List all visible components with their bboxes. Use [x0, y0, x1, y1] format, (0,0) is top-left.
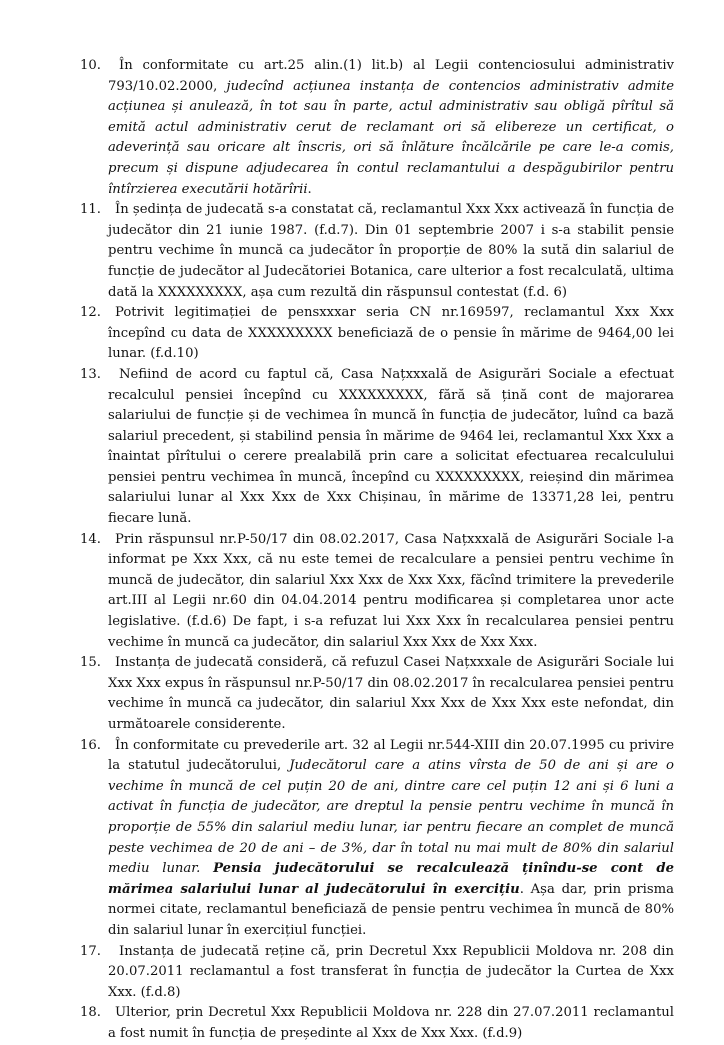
paragraph-15 [0, 653, 724, 735]
paragraph-13 [0, 365, 724, 530]
paragraph-text: În conformitate cu art.25 alin.(1) lit.b) al Legii contenciosului administrativ 793/10.02.2000, [108, 58, 674, 94]
paragraph-text: În conformitate cu prevederile art. 32 al Legii nr.544-XIII din 20.07.1995 cu privire la statutul judecătorului, [108, 737, 674, 774]
paragraph-number: 17. [80, 943, 101, 959]
paragraph-number: 18. [80, 1005, 101, 1021]
paragraph-number: 11. [80, 202, 101, 218]
paragraph-italic-quote: judecînd acțiunea instanța de contencios administrativ admite acțiunea și anulează, în tot sau în parte, actul administrativ sau obligă pîrîtul să emită actul administrativ cerut de reclamant ori să elibereze un certificat, o adeverință sau oricare alt înscris, ori să înlăture încălcările pe care le-a comis, precum și dispune adjudecarea în contul reclamantului a despăgubirilor pentru întîrzierea executării hotărîrii [108, 78, 674, 197]
paragraph-number: 16. [80, 737, 101, 753]
top-margin [0, 0, 724, 56]
paragraph-text: Instanța de judecată reține că, prin Decretul Xxx Republicii Moldova nr. 208 din 20.07.2011 reclamantul a fost transferat în funcția de judecător la Curtea de Xxx Xxx. (f.d.8) [108, 943, 674, 1000]
paragraph-12 [0, 303, 724, 365]
paragraph-number: 15. [80, 655, 101, 671]
paragraph-bold-italic-quote: Pensia judecătorului se recalculează ținîndu-se cont de mărimea salariului lunar al judecătorului în exercițiu [108, 861, 674, 897]
paragraph-text: Nefiind de acord cu faptul că, Casa Națxxxală de Asigurări Sociale a efectuat recalculul pensiei începînd cu XXXXXXXXX, fără să țină cont de majorarea salariului de funcție și de vechimea în muncă în funcția de judecător, luînd ca bază salariul precedent, și stabilind pensia în mărime de 9464 lei, reclamantul Xxx Xxx a înaintat pîrîtului o cerere prealabilă prin care a solicitat efectuarea recalculului pensiei pentru vechimea în muncă, începînd cu XXXXXXXXX, reieșind din mărimea salariului lunar al Xxx Xxx de Xxx Chișinau, în mărime de 13371,28 lei, pentru fiecare lună. [108, 366, 674, 527]
paragraph-10: 10. În conformitate cu art.25 alin.(1) lit.b) al Legii contenciosului administrativ 793/10.02.2000, judecînd acțiunea instanța de contencios administrativ admite acțiunea și anulează, în tot sau în parte, actul administrativ sau obligă pîrîtul să emită actul administrativ cerut de reclamant ori să elibereze un certificat, o adeverință sau oricare alt înscris, ori să înlăture încălcările pe care le-a comis, precum și dispune adjudecarea în contul reclamantului a despăgubirilor pentru întîrzierea executării hotărîrii. [80, 58, 674, 197]
paragraph-number: 14. [80, 531, 101, 547]
paragraph-text: Instanța de judecată consideră, că refuzul Casei Națxxxale de Asigurări Sociale lui Xxx Xxx expus în răspunsul nr.P-50/17 din 08.02.2017 în recalcularea pensiei pentru vechime în muncă ca judecător, din salariul Xxx Xxx de Xxx Xxx este nefondat, din următoarele considerente. [108, 655, 674, 732]
paragraph-number: 12. [80, 305, 101, 321]
paragraph-text: Prin răspunsul nr.P-50/17 din 08.02.2017, Casa Națxxxală de Asigurări Sociale l-a informat pe Xxx Xxx, că nu este temei de recalculare a pensiei pentru vechime în muncă de judecător, din salariul Xxx Xxx de Xxx Xxx, făcînd trimitere la prevederile art.III al Legii nr.60 din 04.04.2014 pentru modificarea și completarea unor acte legislative. (f.d.6) De fapt, i s-a refuzat lui Xxx Xxx în recalcularea pensiei pentru vechime în muncă ca judecător, din salariul Xxx Xxx de Xxx Xxx. [108, 531, 674, 650]
paragraph-text: În ședința de judecată s-a constatat că, reclamantul Xxx Xxx activează în funcția de judecător din 21 iunie 1987. (f.d.7). Din 01 septembrie 2007 i s-a stabilit pensie pentru vechime în muncă ca judecător în proporție de 80% la sută din salariul de funcție de judecător al Judecătoriei Botanica, care ulterior a fost recalculată, ultima dată la XXXXXXXXX, așa cum rezultă din răspunsul contestat (f.d. 6) [108, 202, 674, 300]
paragraph-11 [0, 200, 724, 303]
paragraph-text: Potrivit legitimației de pensxxxar seria CN nr.169597, reclamantul Xxx Xxx începînd cu data de XXXXXXXXX beneficiază de o pensie în mărime de 9464,00 lei lunar. (f.d.10) [108, 305, 674, 362]
paragraph-16: 16. În conformitate cu prevederile art. 32 al Legii nr.544-XIII din 20.07.1995 cu privire la statutul judecătorului, Judecătorul care a atins vîrsta de 50 de ani și are o vechime în muncă de cel puțin 20 de ani, dintre care cel puțin 12 ani și 6 luni a activat în funcția de judecător, are dreptul la pensie pentru vechime în muncă în proporție de 55% din salariul mediu lunar, iar pentru fiecare an complet de muncă peste vechimea de 20 de ani – de 3%, dar în total nu mai mult de 80% din salariul mediu lunar. Pensia judecătorului se recalculează ținîndu-se cont de mărimea salariului lunar al judecătorului în exercițiu. Așa dar, prin prisma normei citate, reclamantul beneficiază de pensie pentru vechimea în muncă de 80% din salariul lunar în exercițiul funcției. [80, 737, 674, 938]
paragraph-14 [0, 530, 724, 654]
paragraph-text: Ulterior, prin Decretul Xxx Republicii Moldova nr. 228 din 27.07.2011 reclamantul a fost numit în funcția de președinte al Xxx de Xxx Xxx. (f.d.9) [108, 1005, 674, 1041]
paragraph-number: 10. [80, 58, 101, 73]
paragraph-number: 13. [80, 366, 101, 382]
paragraph-italic-quote: Judecătorul care a atins vîrsta de 50 de ani și are o vechime în muncă de cel puțin 20 de ani, dintre care cel puțin 12 ani și 6 luni a activat în funcția de judecător, are dreptul la pensie pentru vechime în muncă în proporție de 55% din salariul mediu lunar, iar pentru fiecare an complet de muncă peste vechimea de 20 de ani – de 3%, dar în total nu mai mult de 80% din salariul mediu lunar. [108, 758, 674, 877]
paragraph-17 [0, 942, 724, 1004]
